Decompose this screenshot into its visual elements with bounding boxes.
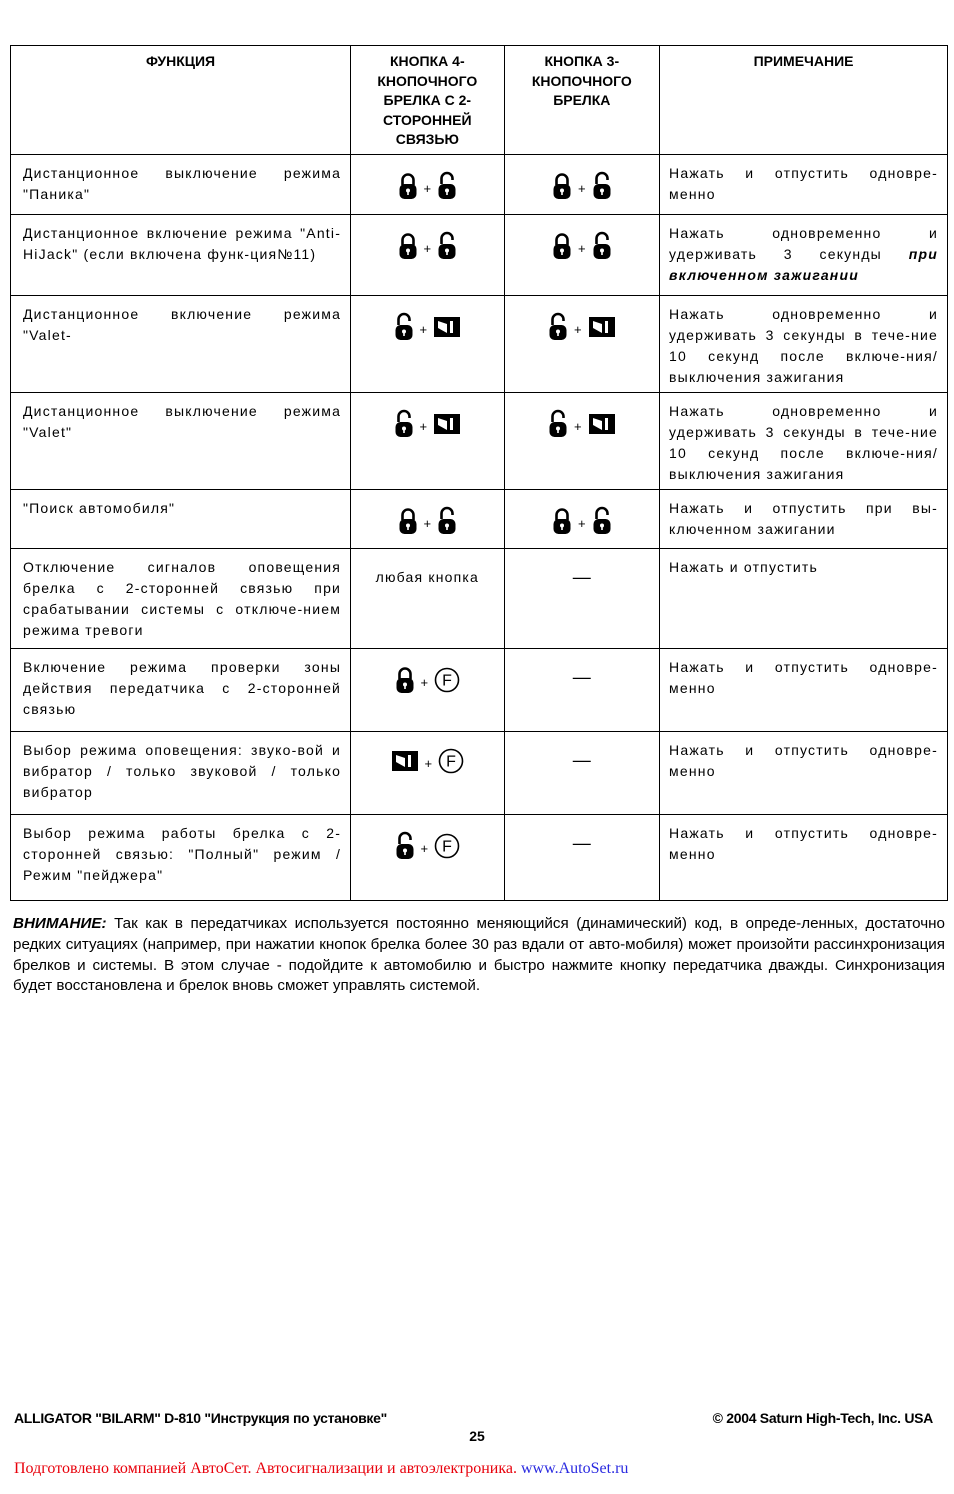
- header-function: ФУНКЦИЯ: [11, 46, 351, 155]
- lock-open-icon: [395, 831, 415, 866]
- function-cell-text: Выбор режима работы брелка с 2-сторонней связью: "Полный" режим / Режим "пейджера": [23, 825, 342, 883]
- f-button-icon: [434, 833, 460, 864]
- lock-closed-icon: [552, 231, 572, 266]
- note-cell: [660, 649, 948, 732]
- button-combo: [505, 296, 659, 347]
- button-combo: [505, 490, 659, 541]
- lock-closed-icon: [398, 171, 418, 206]
- header-3btn-fob: КНОПКА 3-КНОПОЧНОГО БРЕЛКА: [504, 46, 659, 155]
- fob4-cell: [351, 490, 504, 549]
- plus-sign: +: [419, 419, 428, 434]
- table-row: [11, 732, 948, 815]
- table-row: [11, 393, 948, 490]
- svg-text:F: F: [442, 838, 452, 856]
- note-text: [660, 393, 947, 485]
- fob3-cell-text: —: [572, 567, 591, 587]
- plus-sign: +: [420, 841, 429, 856]
- note-text: [660, 549, 947, 578]
- function-cell-text: "Поиск автомобиля": [23, 500, 176, 516]
- lock-open-icon: [592, 171, 612, 206]
- note-main: Нажать одновременно и удерживать 3 секунды в тече-ние 10 секунд после включе-ния/выключения зажигания: [669, 306, 938, 385]
- button-combo: [351, 393, 503, 444]
- note-text: [660, 296, 947, 388]
- lock-open-icon: [437, 231, 457, 266]
- table-row: [11, 296, 948, 393]
- table-row: [11, 815, 948, 901]
- button-combo: [351, 649, 503, 700]
- promo-line: [14, 1460, 628, 1478]
- lock-closed-icon: [552, 506, 572, 541]
- note-main: Нажать и отпустить одновре-менно: [669, 659, 938, 696]
- fob4-cell: [351, 732, 504, 815]
- function-cell: [11, 393, 351, 490]
- fob3-cell: [504, 549, 659, 649]
- note-cell: [660, 296, 948, 393]
- table-row: [11, 490, 948, 549]
- header-4btn-fob: КНОПКА 4-КНОПОЧНОГО БРЕЛКА С 2-СТОРОННЕЙ СВЯЗЬЮ: [351, 46, 504, 155]
- lock-open-icon: [592, 506, 612, 541]
- fob3-cell: [504, 393, 659, 490]
- trunk-icon: [588, 316, 616, 343]
- warning-label: ВНИМАНИЕ:: [13, 915, 107, 932]
- lock-open-icon: [548, 409, 568, 444]
- lock-open-icon: [394, 312, 414, 347]
- function-cell: [11, 296, 351, 393]
- fob3-cell: [504, 215, 659, 296]
- f-button-icon: [434, 667, 460, 698]
- plus-sign: +: [420, 675, 429, 690]
- fob4-cell: [351, 549, 504, 649]
- note-main: Нажать и отпустить одновре-менно: [669, 742, 938, 779]
- note-main: Нажать одновременно и удерживать 3 секунды: [669, 225, 938, 262]
- button-combo: [351, 215, 503, 266]
- plus-sign: +: [419, 322, 428, 337]
- trunk-icon: [391, 750, 419, 777]
- note-cell: [660, 815, 948, 901]
- plus-sign: +: [574, 322, 582, 337]
- function-cell: [11, 649, 351, 732]
- note-main: Нажать и отпустить при вы-ключенном зажигании: [669, 500, 938, 537]
- warning-text: Так как в передатчиках используется постоянно меняющийся (динамический) код, в опреде-ленных, достаточно редких ситуациях (например, при нажатии кнопок брелка более 30 раз вдали от авто-мобиля) может произойти рассинхронизация брелков и системы. В этом случае - подойдите к автомобилю и быстро нажмите кнопку передатчика дважды. Синхронизация будет восстановлена и брелок вновь сможет управлять системой.: [13, 915, 945, 995]
- plus-sign: +: [578, 241, 586, 256]
- function-cell: [11, 155, 351, 215]
- function-cell-text: Дистанционное выключение режима "Valet": [23, 403, 342, 440]
- button-combo: [351, 732, 503, 779]
- button-combo: [505, 215, 659, 266]
- plus-sign: +: [578, 181, 586, 196]
- trunk-icon: [588, 413, 616, 440]
- plus-sign: +: [424, 756, 433, 771]
- trunk-icon: [433, 316, 461, 343]
- fob3-cell: [504, 815, 659, 901]
- lock-closed-icon: [552, 171, 572, 206]
- lock-open-icon: [437, 506, 457, 541]
- note-text: [660, 215, 947, 286]
- table-row: [11, 549, 948, 649]
- fob3-cell-text: —: [572, 833, 591, 853]
- function-cell-text: Отключение сигналов оповещения брелка с 2-сторонней связью при срабатывании системы с отключе-нием режима тревоги: [23, 559, 342, 638]
- note-cell: [660, 549, 948, 649]
- svg-text:F: F: [446, 753, 456, 771]
- note-text: [660, 649, 947, 699]
- function-cell: [11, 215, 351, 296]
- function-cell: [11, 549, 351, 649]
- function-table: [10, 45, 948, 901]
- promo-link[interactable]: www.AutoSet.ru: [521, 1460, 629, 1477]
- lock-open-icon: [394, 409, 414, 444]
- f-button-icon: [438, 748, 464, 779]
- fob4-cell: [351, 296, 504, 393]
- function-cell-text: Дистанционное выключение режима "Паника": [23, 165, 342, 202]
- svg-text:F: F: [442, 672, 452, 690]
- fob3-cell: [504, 490, 659, 549]
- fob4-cell: [351, 649, 504, 732]
- lock-closed-icon: [398, 231, 418, 266]
- lock-open-icon: [437, 171, 457, 206]
- note-text: [660, 732, 947, 782]
- note-cell: [660, 215, 948, 296]
- lock-closed-icon: [398, 506, 418, 541]
- button-combo: [505, 393, 659, 444]
- button-combo: [351, 296, 503, 347]
- note-cell: [660, 490, 948, 549]
- button-combo: [351, 155, 503, 206]
- fob3-cell: [504, 296, 659, 393]
- note-emphasis: при включенном зажигании: [669, 246, 938, 283]
- plus-sign: +: [423, 516, 432, 531]
- footer-title: ALLIGATOR "BILARM" D-810 "Инструкция по установке": [14, 1410, 387, 1426]
- header-note: ПРИМЕЧАНИЕ: [660, 46, 948, 155]
- lock-open-icon: [548, 312, 568, 347]
- plus-sign: +: [574, 419, 582, 434]
- note-main: Нажать и отпустить: [669, 559, 818, 575]
- fob4-cell: [351, 215, 504, 296]
- fob4-cell: [351, 155, 504, 215]
- note-text: [660, 815, 947, 865]
- note-main: Нажать одновременно и удерживать 3 секунды в тече-ние 10 секунд после включе-ния/выключения зажигания: [669, 403, 938, 482]
- note-main: Нажать и отпустить одновре-менно: [669, 165, 938, 202]
- promo-text: Подготовлено компанией АвтоСет. Автосигнализации и автоэлектроника.: [14, 1460, 521, 1477]
- fob4-cell: [351, 815, 504, 901]
- fob4-cell: [351, 393, 504, 490]
- button-combo: [505, 155, 659, 206]
- function-cell-text: Выбор режима оповещения: звуко-вой и вибратор / только звуковой / только вибратор: [23, 742, 342, 800]
- note-main: Нажать и отпустить одновре-менно: [669, 825, 938, 862]
- trunk-icon: [433, 413, 461, 440]
- fob3-cell-text: —: [572, 667, 591, 687]
- table-row: [11, 649, 948, 732]
- function-cell: [11, 490, 351, 549]
- note-text: [660, 155, 947, 205]
- fob3-cell: [504, 649, 659, 732]
- function-cell: [11, 732, 351, 815]
- page-number: 25: [469, 1428, 485, 1444]
- function-cell-text: Дистанционное включение режима "Valet-: [23, 306, 342, 343]
- lock-open-icon: [592, 231, 612, 266]
- warning-paragraph: [13, 914, 945, 997]
- plus-sign: +: [423, 241, 432, 256]
- fob3-cell-text: —: [572, 750, 591, 770]
- button-combo: [351, 815, 503, 866]
- function-cell-text: Дистанционное включение режима "Anti-HiJack" (если включена функ-ция№11): [23, 225, 342, 262]
- fob4-cell-text: любая кнопка: [375, 569, 480, 585]
- note-cell: [660, 732, 948, 815]
- note-cell: [660, 393, 948, 490]
- plus-sign: +: [578, 516, 586, 531]
- plus-sign: +: [423, 181, 432, 196]
- note-cell: [660, 155, 948, 215]
- footer-copyright: © 2004 Saturn High-Tech, Inc. USA: [712, 1410, 933, 1426]
- button-combo: [351, 490, 503, 541]
- fob3-cell: [504, 155, 659, 215]
- table-row: [11, 155, 948, 215]
- function-cell-text: Включение режима проверки зоны действия передатчика с 2-сторонней связью: [23, 659, 342, 717]
- note-text: [660, 490, 947, 540]
- table-row: [11, 215, 948, 296]
- fob3-cell: [504, 732, 659, 815]
- function-cell: [11, 815, 351, 901]
- lock-closed-icon: [395, 665, 415, 700]
